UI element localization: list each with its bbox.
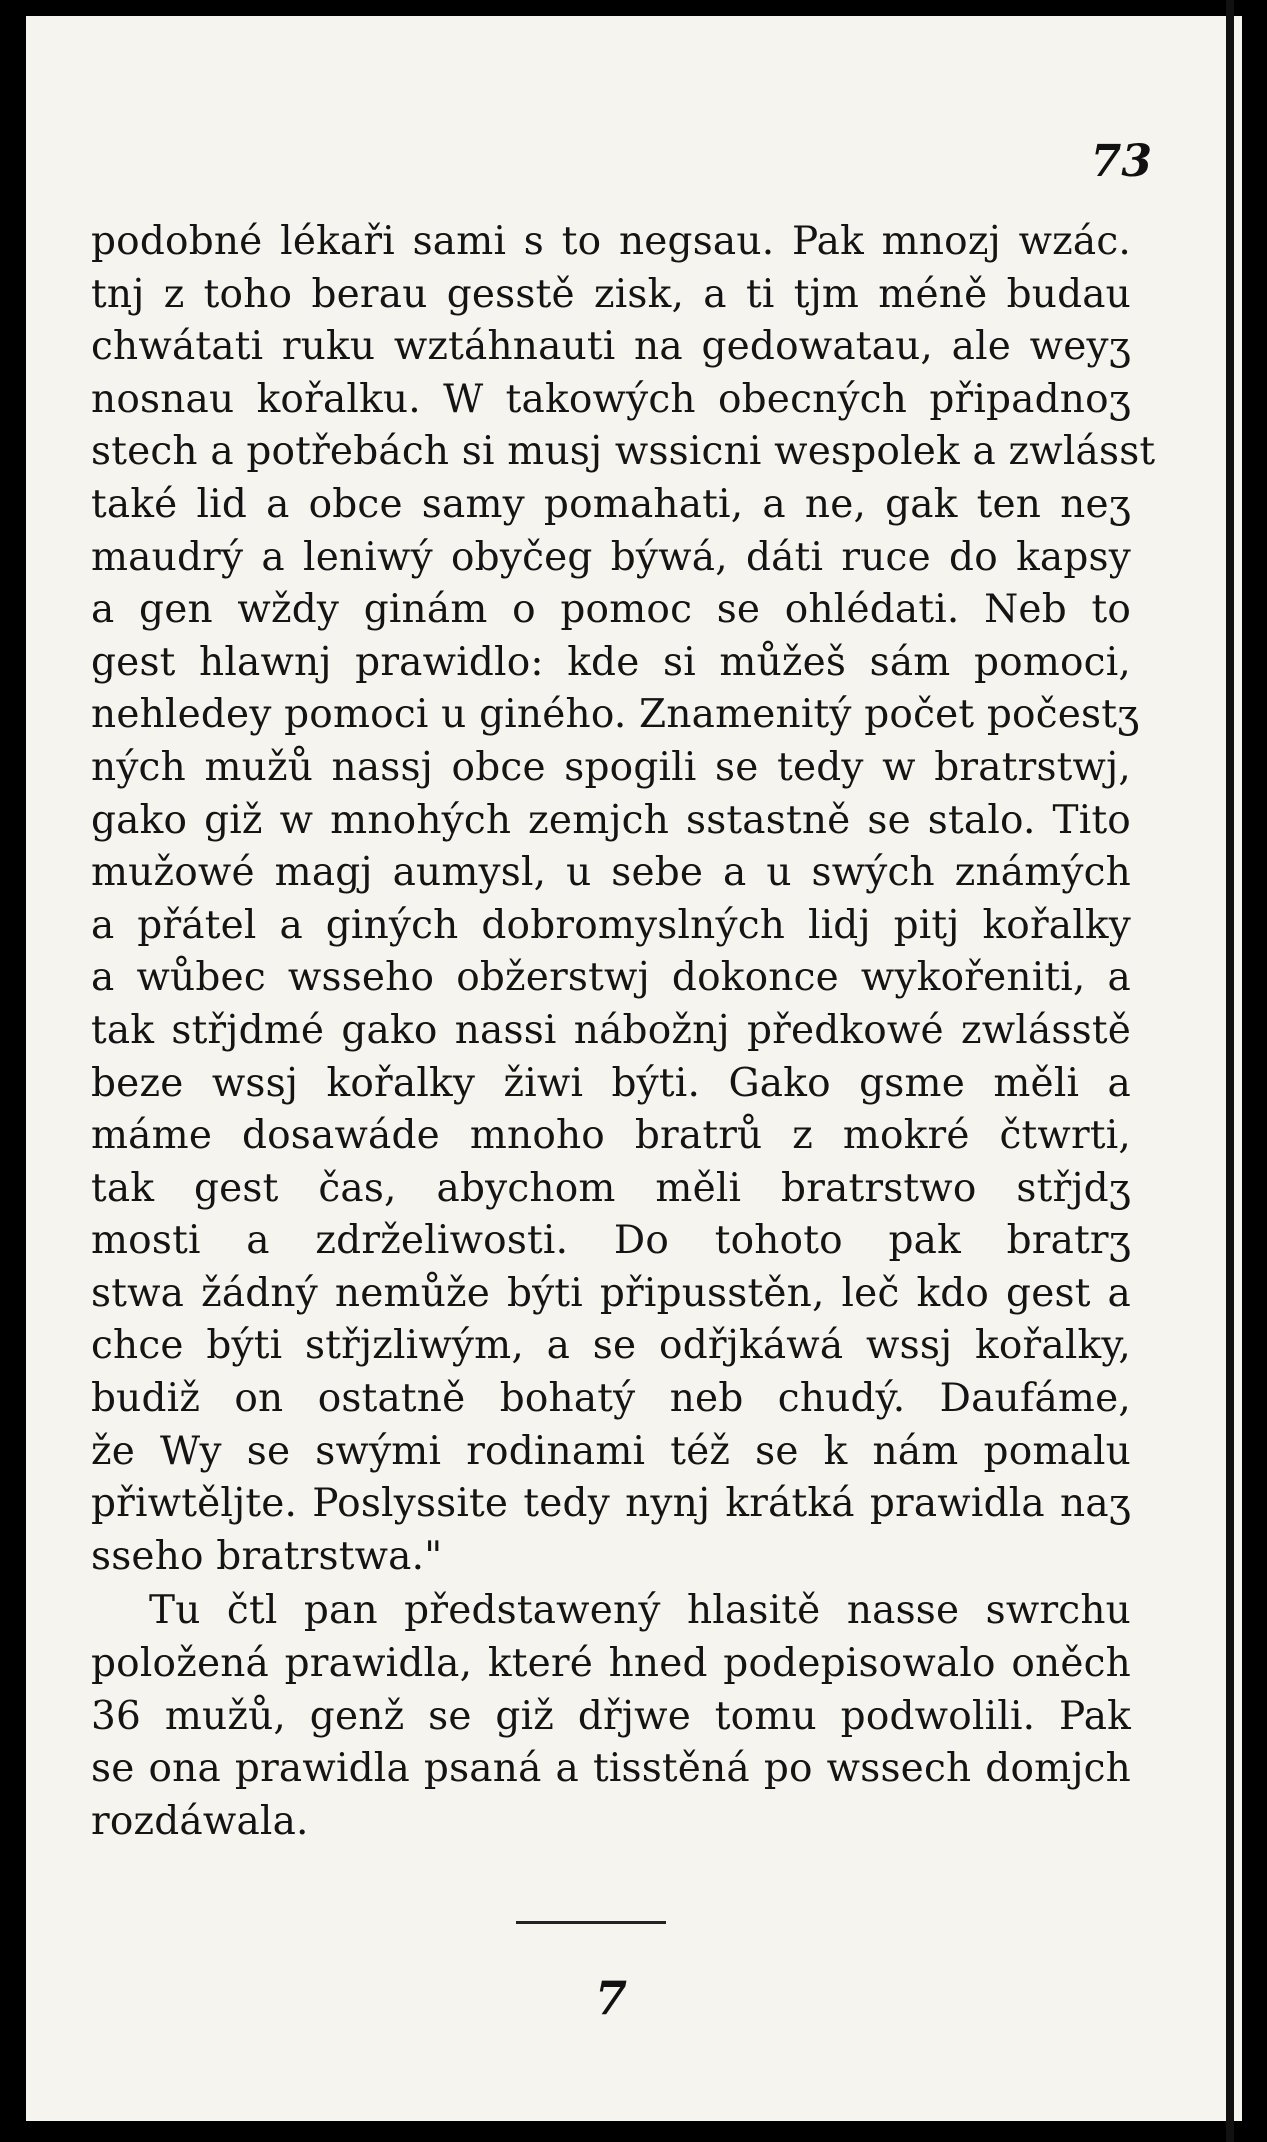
paragraph [91, 216, 1156, 1583]
text-line: a wůbec wsseho obžerstwj dokonce wykořeniti, a [91, 955, 1131, 1001]
text-line: gako giž w mnohých zemjch sstastně se stalo. Tito [91, 797, 1131, 843]
text-line: 36 mužů, genž se giž dřjwe tomu podwolili. Pak [91, 1693, 1131, 1739]
text-line: gest hlawnj prawidlo: kde si můžeš sám pomoci, [91, 639, 1131, 685]
text-line: beze wssj kořalky žiwi býti. Gako gsme měli a [91, 1060, 1131, 1106]
text-line: maudrý a leniwý obyčeg býwá, dáti ruce do kapsy [91, 534, 1131, 580]
text-line: nosnau kořalku. W takowých obecných připadnoʒ [91, 376, 1131, 422]
body-text [91, 216, 1156, 1848]
text-line: mužowé magj aumysl, u sebe a u swých známých [91, 850, 1131, 896]
section-divider [516, 1921, 666, 1924]
text-line: nehledey pomoci u giného. Znamenitý počet počestʒ [91, 692, 1140, 738]
page-number: 73 [1090, 136, 1152, 187]
signature-mark: 7 [594, 1971, 627, 2025]
text-line: přiwtěljte. Poslyssite tedy nynj krátká prawidla naʒ [91, 1481, 1131, 1527]
text-line: rozdáwala. [91, 1798, 309, 1844]
text-line: a přátel a giných dobromyslných lidj pitj kořalky [91, 902, 1131, 948]
text-line: také lid a obce samy pomahati, a ne, gak ten neʒ [91, 481, 1131, 527]
text-line: položená prawidla, které hned podepisowalo oněch [91, 1641, 1131, 1687]
text-line: tnj z toho berau gesstě zisk, a ti tjm méně budau [91, 271, 1131, 317]
text-line: máme dosawáde mnoho bratrů z mokré čtwrti, [91, 1113, 1131, 1159]
book-page [26, 16, 1242, 2121]
text-line: stwa žádný nemůže býti připusstěn, leč kdo gest a [91, 1270, 1131, 1316]
text-line: chce býti střjzliwým, a se odřjkáwá wssj kořalky, [91, 1323, 1131, 1369]
paragraph [91, 1585, 1131, 1848]
text-line: tak střjdmé gako nassi nábožnj předkowé zwlásstě [91, 1007, 1131, 1053]
text-line: a gen wždy ginám o pomoc se ohlédati. Neb to [91, 587, 1131, 633]
text-line: stech a potřebách si musj wssicni wespolek a zwlásst [91, 429, 1156, 475]
page-edge-shadow [1226, 0, 1234, 2142]
text-line: mosti a zdrželiwosti. Do tohoto pak bratrʒ [91, 1218, 1131, 1264]
text-line: budiž on ostatně bohatý neb chudý. Daufáme, [91, 1376, 1131, 1422]
text-line: Tu čtl pan předstawený hlasitě nasse swrchu [149, 1588, 1131, 1634]
text-line: že Wy se swými rodinami též se k nám pomalu [91, 1428, 1131, 1474]
text-line: se ona prawidla psaná a tisstěná po wssech domjch [91, 1746, 1131, 1792]
text-line: chwátati ruku wztáhnauti na gedowatau, ale weyʒ [91, 324, 1131, 370]
text-line: sseho bratrstwa." [91, 1533, 443, 1579]
text-line: tak gest čas, abychom měli bratrstwo střjdʒ [91, 1165, 1131, 1211]
text-line: podobné lékaři sami s to negsau. Pak mnozj wzác. [91, 219, 1131, 264]
text-line: ných mužů nassj obce spogili se tedy w bratrstwj, [91, 744, 1131, 790]
